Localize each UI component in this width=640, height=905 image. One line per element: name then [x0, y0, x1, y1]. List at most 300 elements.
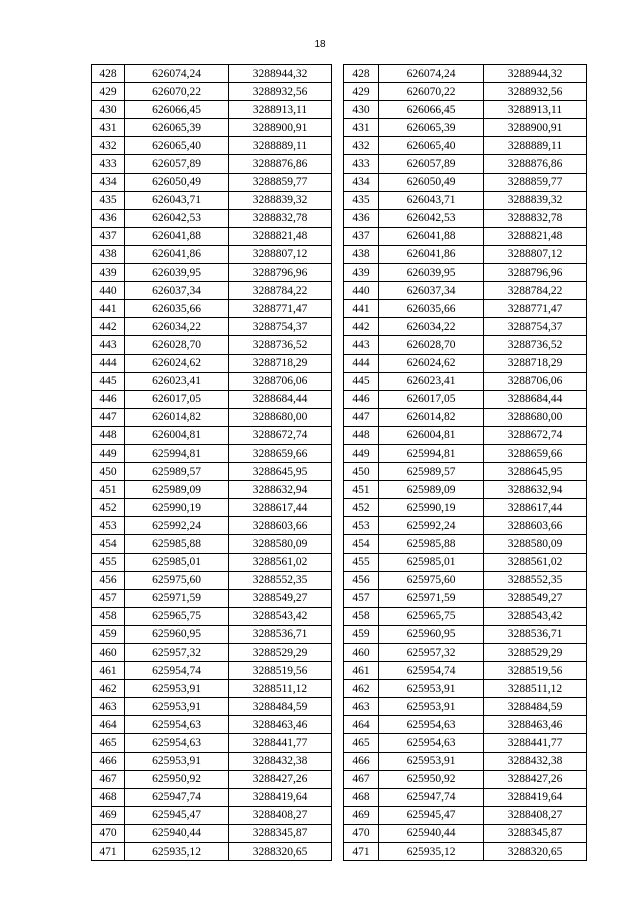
point-number-cell: 457: [92, 589, 125, 607]
x-coordinate-cell: 625992,24: [125, 517, 229, 535]
table-row: [92, 589, 332, 607]
y-coordinate-cell: 3288796,96: [229, 264, 332, 282]
y-coordinate-cell: 3288603,66: [484, 517, 587, 535]
x-coordinate-cell: 625985,88: [125, 535, 229, 553]
y-coordinate-cell: 3288900,91: [229, 119, 332, 137]
point-number-cell: 455: [344, 553, 379, 571]
y-coordinate-cell: 3288876,86: [229, 155, 332, 173]
y-coordinate-cell: 3288680,00: [484, 408, 587, 426]
point-number-cell: 462: [92, 680, 125, 698]
y-coordinate-cell: 3288603,66: [229, 517, 332, 535]
y-coordinate-cell: 3288900,91: [484, 119, 587, 137]
table-row: [92, 354, 332, 372]
table-row: [344, 553, 587, 571]
x-coordinate-cell: 625965,75: [379, 607, 484, 625]
point-number-cell: 470: [92, 824, 125, 842]
table-row: [344, 481, 587, 499]
x-coordinate-cell: 626017,05: [379, 390, 484, 408]
table-row: [344, 806, 587, 824]
x-coordinate-cell: 626065,39: [379, 119, 484, 137]
table-row: [344, 318, 587, 336]
y-coordinate-cell: 3288718,29: [484, 354, 587, 372]
point-number-cell: 457: [344, 589, 379, 607]
y-coordinate-cell: 3288672,74: [484, 426, 587, 444]
point-number-cell: 447: [92, 408, 125, 426]
table-row: [344, 644, 587, 662]
y-coordinate-cell: 3288549,27: [229, 589, 332, 607]
y-coordinate-cell: 3288718,29: [229, 354, 332, 372]
point-number-cell: 444: [92, 354, 125, 372]
y-coordinate-cell: 3288345,87: [484, 824, 587, 842]
y-coordinate-cell: 3288944,32: [484, 65, 587, 83]
x-coordinate-cell: 626028,70: [379, 336, 484, 354]
table-row: [344, 372, 587, 390]
x-coordinate-cell: 625954,63: [125, 716, 229, 734]
x-coordinate-cell: 625953,91: [125, 680, 229, 698]
x-coordinate-cell: 625953,91: [125, 752, 229, 770]
y-coordinate-cell: 3288807,12: [484, 245, 587, 263]
y-coordinate-cell: 3288832,78: [484, 209, 587, 227]
y-coordinate-cell: 3288821,48: [484, 227, 587, 245]
y-coordinate-cell: 3288645,95: [229, 463, 332, 481]
coordinate-table-left: [91, 64, 332, 861]
y-coordinate-cell: 3288617,44: [229, 499, 332, 517]
x-coordinate-cell: 625954,63: [379, 734, 484, 752]
table-row: [344, 408, 587, 426]
point-number-cell: 438: [92, 245, 125, 263]
table-row: [92, 65, 332, 83]
table-row: [344, 444, 587, 462]
y-coordinate-cell: 3288536,71: [229, 625, 332, 643]
table-row: [344, 499, 587, 517]
point-number-cell: 445: [344, 372, 379, 390]
y-coordinate-cell: 3288807,12: [229, 245, 332, 263]
point-number-cell: 429: [344, 83, 379, 101]
x-coordinate-cell: 626042,53: [379, 209, 484, 227]
table-row: [92, 191, 332, 209]
y-coordinate-cell: 3288736,52: [229, 336, 332, 354]
table-row: [92, 607, 332, 625]
table-row: [344, 390, 587, 408]
point-number-cell: 436: [344, 209, 379, 227]
table-row: [92, 499, 332, 517]
x-coordinate-cell: 625947,74: [379, 788, 484, 806]
x-coordinate-cell: 626050,49: [379, 173, 484, 191]
x-coordinate-cell: 625994,81: [125, 444, 229, 462]
y-coordinate-cell: 3288463,46: [229, 716, 332, 734]
table-row: [92, 716, 332, 734]
point-number-cell: 456: [344, 571, 379, 589]
table-row: [344, 155, 587, 173]
table-row: [344, 662, 587, 680]
x-coordinate-cell: 625971,59: [379, 589, 484, 607]
table-row: [344, 752, 587, 770]
y-coordinate-cell: 3288419,64: [229, 788, 332, 806]
table-row: [92, 535, 332, 553]
y-coordinate-cell: 3288432,38: [484, 752, 587, 770]
y-coordinate-cell: 3288529,29: [484, 644, 587, 662]
table-row: [344, 65, 587, 83]
y-coordinate-cell: 3288839,32: [229, 191, 332, 209]
x-coordinate-cell: 625940,44: [125, 824, 229, 842]
point-number-cell: 463: [344, 698, 379, 716]
table-row: [344, 680, 587, 698]
page-number: 18: [314, 39, 326, 50]
y-coordinate-cell: 3288784,22: [229, 282, 332, 300]
table-row: [344, 843, 587, 861]
table-row: [92, 318, 332, 336]
x-coordinate-cell: 626065,40: [125, 137, 229, 155]
x-coordinate-cell: 625954,63: [379, 716, 484, 734]
table-row: [344, 517, 587, 535]
x-coordinate-cell: 625994,81: [379, 444, 484, 462]
table-row: [92, 83, 332, 101]
x-coordinate-cell: 626041,88: [125, 227, 229, 245]
y-coordinate-cell: 3288889,11: [229, 137, 332, 155]
table-row: [92, 463, 332, 481]
point-number-cell: 455: [92, 553, 125, 571]
point-number-cell: 471: [92, 843, 125, 861]
x-coordinate-cell: 626014,82: [125, 408, 229, 426]
table-row: [344, 209, 587, 227]
x-coordinate-cell: 625957,32: [379, 644, 484, 662]
table-row: [92, 788, 332, 806]
table-row: [92, 481, 332, 499]
y-coordinate-cell: 3288932,56: [229, 83, 332, 101]
table-row: [344, 770, 587, 788]
y-coordinate-cell: 3288419,64: [484, 788, 587, 806]
x-coordinate-cell: 625954,63: [125, 734, 229, 752]
table-row: [92, 282, 332, 300]
x-coordinate-cell: 625990,19: [125, 499, 229, 517]
x-coordinate-cell: 625945,47: [379, 806, 484, 824]
y-coordinate-cell: 3288320,65: [484, 843, 587, 861]
point-number-cell: 429: [92, 83, 125, 101]
table-row: [92, 155, 332, 173]
y-coordinate-cell: 3288427,26: [484, 770, 587, 788]
y-coordinate-cell: 3288932,56: [484, 83, 587, 101]
x-coordinate-cell: 626066,45: [125, 101, 229, 119]
y-coordinate-cell: 3288580,09: [229, 535, 332, 553]
x-coordinate-cell: 626024,62: [379, 354, 484, 372]
y-coordinate-cell: 3288345,87: [229, 824, 332, 842]
y-coordinate-cell: 3288484,59: [484, 698, 587, 716]
point-number-cell: 449: [92, 444, 125, 462]
point-number-cell: 441: [344, 300, 379, 318]
point-number-cell: 430: [92, 101, 125, 119]
coordinate-table-body: [344, 65, 587, 861]
x-coordinate-cell: 625947,74: [125, 788, 229, 806]
x-coordinate-cell: 625953,91: [379, 752, 484, 770]
y-coordinate-cell: 3288684,44: [229, 390, 332, 408]
table-row: [344, 426, 587, 444]
x-coordinate-cell: 626037,34: [125, 282, 229, 300]
table-row: [92, 137, 332, 155]
point-number-cell: 442: [92, 318, 125, 336]
table-row: [92, 824, 332, 842]
x-coordinate-cell: 626004,81: [125, 426, 229, 444]
y-coordinate-cell: 3288832,78: [229, 209, 332, 227]
table-row: [344, 119, 587, 137]
x-coordinate-cell: 625935,12: [379, 843, 484, 861]
x-coordinate-cell: 625953,91: [125, 698, 229, 716]
y-coordinate-cell: 3288672,74: [229, 426, 332, 444]
point-number-cell: 439: [344, 264, 379, 282]
x-coordinate-cell: 626065,40: [379, 137, 484, 155]
y-coordinate-cell: 3288706,06: [484, 372, 587, 390]
y-coordinate-cell: 3288859,77: [484, 173, 587, 191]
y-coordinate-cell: 3288320,65: [229, 843, 332, 861]
x-coordinate-cell: 625940,44: [379, 824, 484, 842]
y-coordinate-cell: 3288771,47: [229, 300, 332, 318]
y-coordinate-cell: 3288519,56: [229, 662, 332, 680]
x-coordinate-cell: 626017,05: [125, 390, 229, 408]
y-coordinate-cell: 3288536,71: [484, 625, 587, 643]
table-row: [92, 571, 332, 589]
table-row: [92, 444, 332, 462]
table-row: [92, 625, 332, 643]
point-number-cell: 448: [344, 426, 379, 444]
x-coordinate-cell: 625989,09: [379, 481, 484, 499]
point-number-cell: 466: [92, 752, 125, 770]
table-row: [344, 698, 587, 716]
x-coordinate-cell: 626023,41: [125, 372, 229, 390]
point-number-cell: 440: [344, 282, 379, 300]
y-coordinate-cell: 3288754,37: [484, 318, 587, 336]
x-coordinate-cell: 626042,53: [125, 209, 229, 227]
x-coordinate-cell: 626043,71: [379, 191, 484, 209]
table-row: [344, 788, 587, 806]
point-number-cell: 433: [344, 155, 379, 173]
point-number-cell: 460: [92, 644, 125, 662]
point-number-cell: 431: [344, 119, 379, 137]
y-coordinate-cell: 3288839,32: [484, 191, 587, 209]
x-coordinate-cell: 626070,22: [379, 83, 484, 101]
point-number-cell: 469: [92, 806, 125, 824]
point-number-cell: 442: [344, 318, 379, 336]
table-row: [92, 119, 332, 137]
y-coordinate-cell: 3288552,35: [229, 571, 332, 589]
table-row: [344, 191, 587, 209]
x-coordinate-cell: 625975,60: [125, 571, 229, 589]
point-number-cell: 452: [92, 499, 125, 517]
table-row: [344, 101, 587, 119]
y-coordinate-cell: 3288432,38: [229, 752, 332, 770]
table-row: [344, 824, 587, 842]
x-coordinate-cell: 625965,75: [125, 607, 229, 625]
x-coordinate-cell: 625953,91: [379, 698, 484, 716]
x-coordinate-cell: 626066,45: [379, 101, 484, 119]
x-coordinate-cell: 626057,89: [125, 155, 229, 173]
x-coordinate-cell: 626043,71: [125, 191, 229, 209]
point-number-cell: 453: [92, 517, 125, 535]
point-number-cell: 449: [344, 444, 379, 462]
table-row: [344, 300, 587, 318]
y-coordinate-cell: 3288463,46: [484, 716, 587, 734]
x-coordinate-cell: 626004,81: [379, 426, 484, 444]
x-coordinate-cell: 625954,74: [125, 662, 229, 680]
point-number-cell: 438: [344, 245, 379, 263]
y-coordinate-cell: 3288944,32: [229, 65, 332, 83]
y-coordinate-cell: 3288552,35: [484, 571, 587, 589]
point-number-cell: 466: [344, 752, 379, 770]
y-coordinate-cell: 3288511,12: [484, 680, 587, 698]
point-number-cell: 445: [92, 372, 125, 390]
y-coordinate-cell: 3288796,96: [484, 264, 587, 282]
point-number-cell: 456: [92, 571, 125, 589]
table-row: [92, 734, 332, 752]
x-coordinate-cell: 625989,57: [379, 463, 484, 481]
point-number-cell: 459: [344, 625, 379, 643]
table-row: [344, 137, 587, 155]
y-coordinate-cell: 3288529,29: [229, 644, 332, 662]
y-coordinate-cell: 3288889,11: [484, 137, 587, 155]
point-number-cell: 439: [92, 264, 125, 282]
table-row: [344, 625, 587, 643]
x-coordinate-cell: 625960,95: [125, 625, 229, 643]
x-coordinate-cell: 625985,01: [379, 553, 484, 571]
point-number-cell: 443: [344, 336, 379, 354]
y-coordinate-cell: 3288632,94: [229, 481, 332, 499]
table-row: [344, 282, 587, 300]
table-row: [344, 264, 587, 282]
table-row: [92, 843, 332, 861]
x-coordinate-cell: 626035,66: [379, 300, 484, 318]
table-row: [92, 300, 332, 318]
coordinate-table-right: [343, 64, 587, 861]
y-coordinate-cell: 3288680,00: [229, 408, 332, 426]
point-number-cell: 463: [92, 698, 125, 716]
point-number-cell: 451: [344, 481, 379, 499]
point-number-cell: 435: [344, 191, 379, 209]
x-coordinate-cell: 625953,91: [379, 680, 484, 698]
point-number-cell: 458: [92, 607, 125, 625]
table-row: [344, 589, 587, 607]
x-coordinate-cell: 625992,24: [379, 517, 484, 535]
x-coordinate-cell: 626057,89: [379, 155, 484, 173]
x-coordinate-cell: 626028,70: [125, 336, 229, 354]
y-coordinate-cell: 3288645,95: [484, 463, 587, 481]
y-coordinate-cell: 3288784,22: [484, 282, 587, 300]
y-coordinate-cell: 3288913,11: [484, 101, 587, 119]
x-coordinate-cell: 626023,41: [379, 372, 484, 390]
point-number-cell: 433: [92, 155, 125, 173]
table-row: [344, 607, 587, 625]
table-row: [92, 390, 332, 408]
y-coordinate-cell: 3288617,44: [484, 499, 587, 517]
point-number-cell: 458: [344, 607, 379, 625]
table-row: [92, 101, 332, 119]
x-coordinate-cell: 625950,92: [125, 770, 229, 788]
y-coordinate-cell: 3288561,02: [484, 553, 587, 571]
point-number-cell: 430: [344, 101, 379, 119]
table-row: [344, 336, 587, 354]
y-coordinate-cell: 3288754,37: [229, 318, 332, 336]
x-coordinate-cell: 625945,47: [125, 806, 229, 824]
y-coordinate-cell: 3288519,56: [484, 662, 587, 680]
point-number-cell: 465: [344, 734, 379, 752]
y-coordinate-cell: 3288580,09: [484, 535, 587, 553]
point-number-cell: 465: [92, 734, 125, 752]
table-row: [92, 372, 332, 390]
table-row: [92, 245, 332, 263]
point-number-cell: 464: [344, 716, 379, 734]
x-coordinate-cell: 626074,24: [379, 65, 484, 83]
x-coordinate-cell: 626050,49: [125, 173, 229, 191]
point-number-cell: 469: [344, 806, 379, 824]
x-coordinate-cell: 625985,01: [125, 553, 229, 571]
point-number-cell: 462: [344, 680, 379, 698]
point-number-cell: 436: [92, 209, 125, 227]
point-number-cell: 450: [344, 463, 379, 481]
y-coordinate-cell: 3288706,06: [229, 372, 332, 390]
y-coordinate-cell: 3288408,27: [484, 806, 587, 824]
point-number-cell: 470: [344, 824, 379, 842]
y-coordinate-cell: 3288632,94: [484, 481, 587, 499]
point-number-cell: 428: [344, 65, 379, 83]
table-row: [344, 535, 587, 553]
x-coordinate-cell: 625954,74: [379, 662, 484, 680]
table-row: [92, 426, 332, 444]
point-number-cell: 434: [92, 173, 125, 191]
x-coordinate-cell: 626034,22: [379, 318, 484, 336]
x-coordinate-cell: 626034,22: [125, 318, 229, 336]
x-coordinate-cell: 626041,88: [379, 227, 484, 245]
x-coordinate-cell: 625935,12: [125, 843, 229, 861]
table-row: [92, 680, 332, 698]
y-coordinate-cell: 3288771,47: [484, 300, 587, 318]
point-number-cell: 431: [92, 119, 125, 137]
table-row: [92, 553, 332, 571]
table-row: [92, 662, 332, 680]
table-row: [344, 245, 587, 263]
point-number-cell: 443: [92, 336, 125, 354]
table-row: [344, 354, 587, 372]
y-coordinate-cell: 3288484,59: [229, 698, 332, 716]
table-row: [92, 408, 332, 426]
y-coordinate-cell: 3288561,02: [229, 553, 332, 571]
point-number-cell: 432: [92, 137, 125, 155]
x-coordinate-cell: 625960,95: [379, 625, 484, 643]
x-coordinate-cell: 625989,09: [125, 481, 229, 499]
y-coordinate-cell: 3288659,66: [484, 444, 587, 462]
y-coordinate-cell: 3288427,26: [229, 770, 332, 788]
y-coordinate-cell: 3288441,77: [229, 734, 332, 752]
x-coordinate-cell: 625971,59: [125, 589, 229, 607]
point-number-cell: 452: [344, 499, 379, 517]
point-number-cell: 468: [344, 788, 379, 806]
table-row: [92, 517, 332, 535]
point-number-cell: 437: [92, 227, 125, 245]
y-coordinate-cell: 3288511,12: [229, 680, 332, 698]
x-coordinate-cell: 626070,22: [125, 83, 229, 101]
y-coordinate-cell: 3288659,66: [229, 444, 332, 462]
x-coordinate-cell: 625950,92: [379, 770, 484, 788]
table-row: [92, 752, 332, 770]
point-number-cell: 467: [344, 770, 379, 788]
x-coordinate-cell: 625989,57: [125, 463, 229, 481]
table-row: [92, 209, 332, 227]
point-number-cell: 441: [92, 300, 125, 318]
point-number-cell: 437: [344, 227, 379, 245]
point-number-cell: 435: [92, 191, 125, 209]
table-row: [92, 698, 332, 716]
x-coordinate-cell: 626041,86: [125, 245, 229, 263]
table-row: [344, 734, 587, 752]
table-row: [344, 571, 587, 589]
x-coordinate-cell: 625990,19: [379, 499, 484, 517]
x-coordinate-cell: 625957,32: [125, 644, 229, 662]
